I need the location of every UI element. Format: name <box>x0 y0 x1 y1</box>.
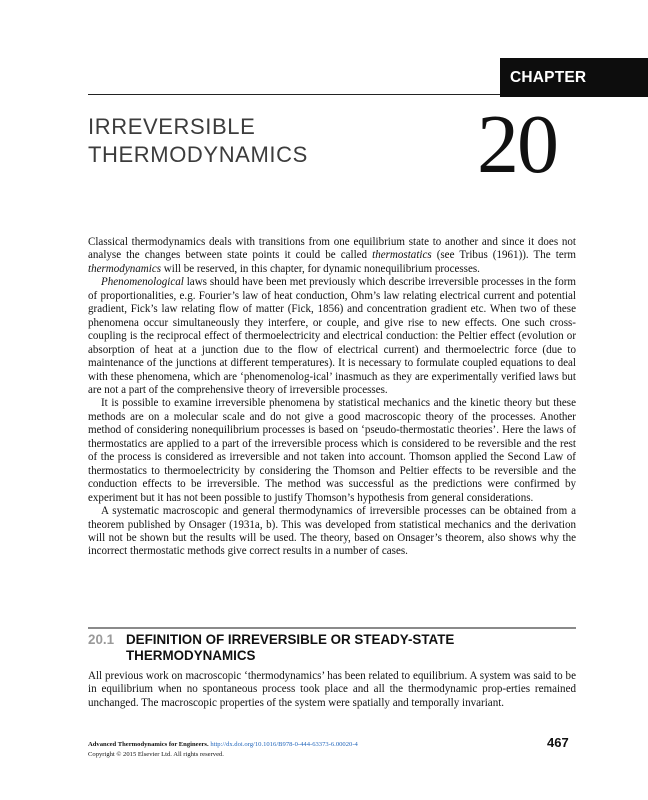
footer-citation <box>88 740 576 750</box>
chapter-title-line-1: IRREVERSIBLE <box>88 114 256 139</box>
footer-book-title: Advanced Thermodynamics for Engineers. <box>88 741 209 748</box>
page-number: 467 <box>547 735 569 750</box>
section-paragraph: All previous work on macroscopic ‘thermodynamics’ has been related to equilibrium. A system was said to be in equilibrium when no spontaneous process took place and all the thermodynamic prop-erties remained unchanged. The macroscopic properties of the system were spatially and temporally invariant. <box>88 670 576 709</box>
p1-emphasis-thermodynamics: thermodynamics <box>88 262 162 275</box>
page-footer <box>88 740 576 760</box>
paragraph-2 <box>88 276 576 397</box>
footer-copyright: Copyright © 2015 Elsevier Ltd. All rights reserved. <box>88 751 224 758</box>
chapter-number: 20 <box>477 98 557 191</box>
p1-text-c: will be reserved, in this chapter, for dynamic nonequilibrium processes. <box>161 262 480 275</box>
chapter-title-line-2: THERMODYNAMICS <box>88 142 308 167</box>
paragraph-3: It is possible to examine irreversible phenomena by statistical mechanics and the kinetic theory but these methods are on a molecular scale and do not give a good macroscopic theory of the processes. Another method of considering nonequilibrium processes is based on ‘pseudo-thermostatic theories’. Here the laws of thermostatics are applied to a part of the irreversible process which is considered to be reversible and the rest of the process is considered as irreversible and not taken into account. Thomson applied the Second Law of thermostatics to thermoelectricity by considering the Thomson and Peltier effects to be reversible and the conduction effects to be irreversible. The method was successful as the predictions were confirmed by experiment but it has not been possible to justify Thomson’s hypothesis from general considerations. <box>88 397 576 504</box>
header-rule <box>88 94 500 95</box>
section-text <box>88 670 576 710</box>
p1-emphasis-thermostatics: thermostatics <box>372 249 432 262</box>
p1-text-b: (see Tribus (1961)). The term <box>431 249 576 262</box>
footer-doi-link[interactable]: http://dx.doi.org/10.1016/B978-0-444-63373-6.00020-4 <box>210 741 358 748</box>
p2-emphasis-phenomenological: Phenomenological <box>101 276 184 289</box>
intro-text <box>88 236 576 559</box>
chapter-label: CHAPTER <box>510 69 587 86</box>
section-title: DEFINITION OF IRREVERSIBLE OR STEADY-STATE THERMODYNAMICS <box>126 632 455 663</box>
paragraph-1 <box>88 236 576 276</box>
section-number: 20.1 <box>88 632 115 647</box>
p2-text: laws should have been met previously which describe irreversible processes in the form of proportionalities, e.g. Fourier’s law of heat conduction, Ohm’s law relating electrical current and potential gradient, Fick’s law relating flow of matter (Fick, 1856) and concentration gradient etc. When two of these phenomena occur simultaneously they interfere, or couple, and give rise to new effects. One such cross-coupling is the reciprocal effect of thermoelectricity and electrical conduction: the Peltier effect (evolution or absorption of heat at a junction due to the flow of electrical current) and thermoelectric force (due to maintenance of the junctions at different temperatures). It is necessary to formulate coupled equations to deal with these phenomena, which are ‘phenomenolog-ical’ inasmuch as they are experimentally verified laws but are not a part of the comprehensive theory of irreversible processes. <box>88 276 576 396</box>
paragraph-4: A systematic macroscopic and general thermodynamics of irreversible processes can be obtained from a theorem published by Onsager (1931a, b). This was developed from statistical mechanics and the derivation will not be shown but the results will be used. The theory, based on Onsager’s theorem, also shows why the incorrect thermostatic methods give correct results in a number of cases. <box>88 505 576 558</box>
section-rule <box>88 627 576 629</box>
chapter-title <box>88 113 308 169</box>
p1-text-a: Classical thermodynamics deals with transitions from one equilibrium state to another and since it does not analyse the changes between state points it could be called <box>88 236 576 262</box>
